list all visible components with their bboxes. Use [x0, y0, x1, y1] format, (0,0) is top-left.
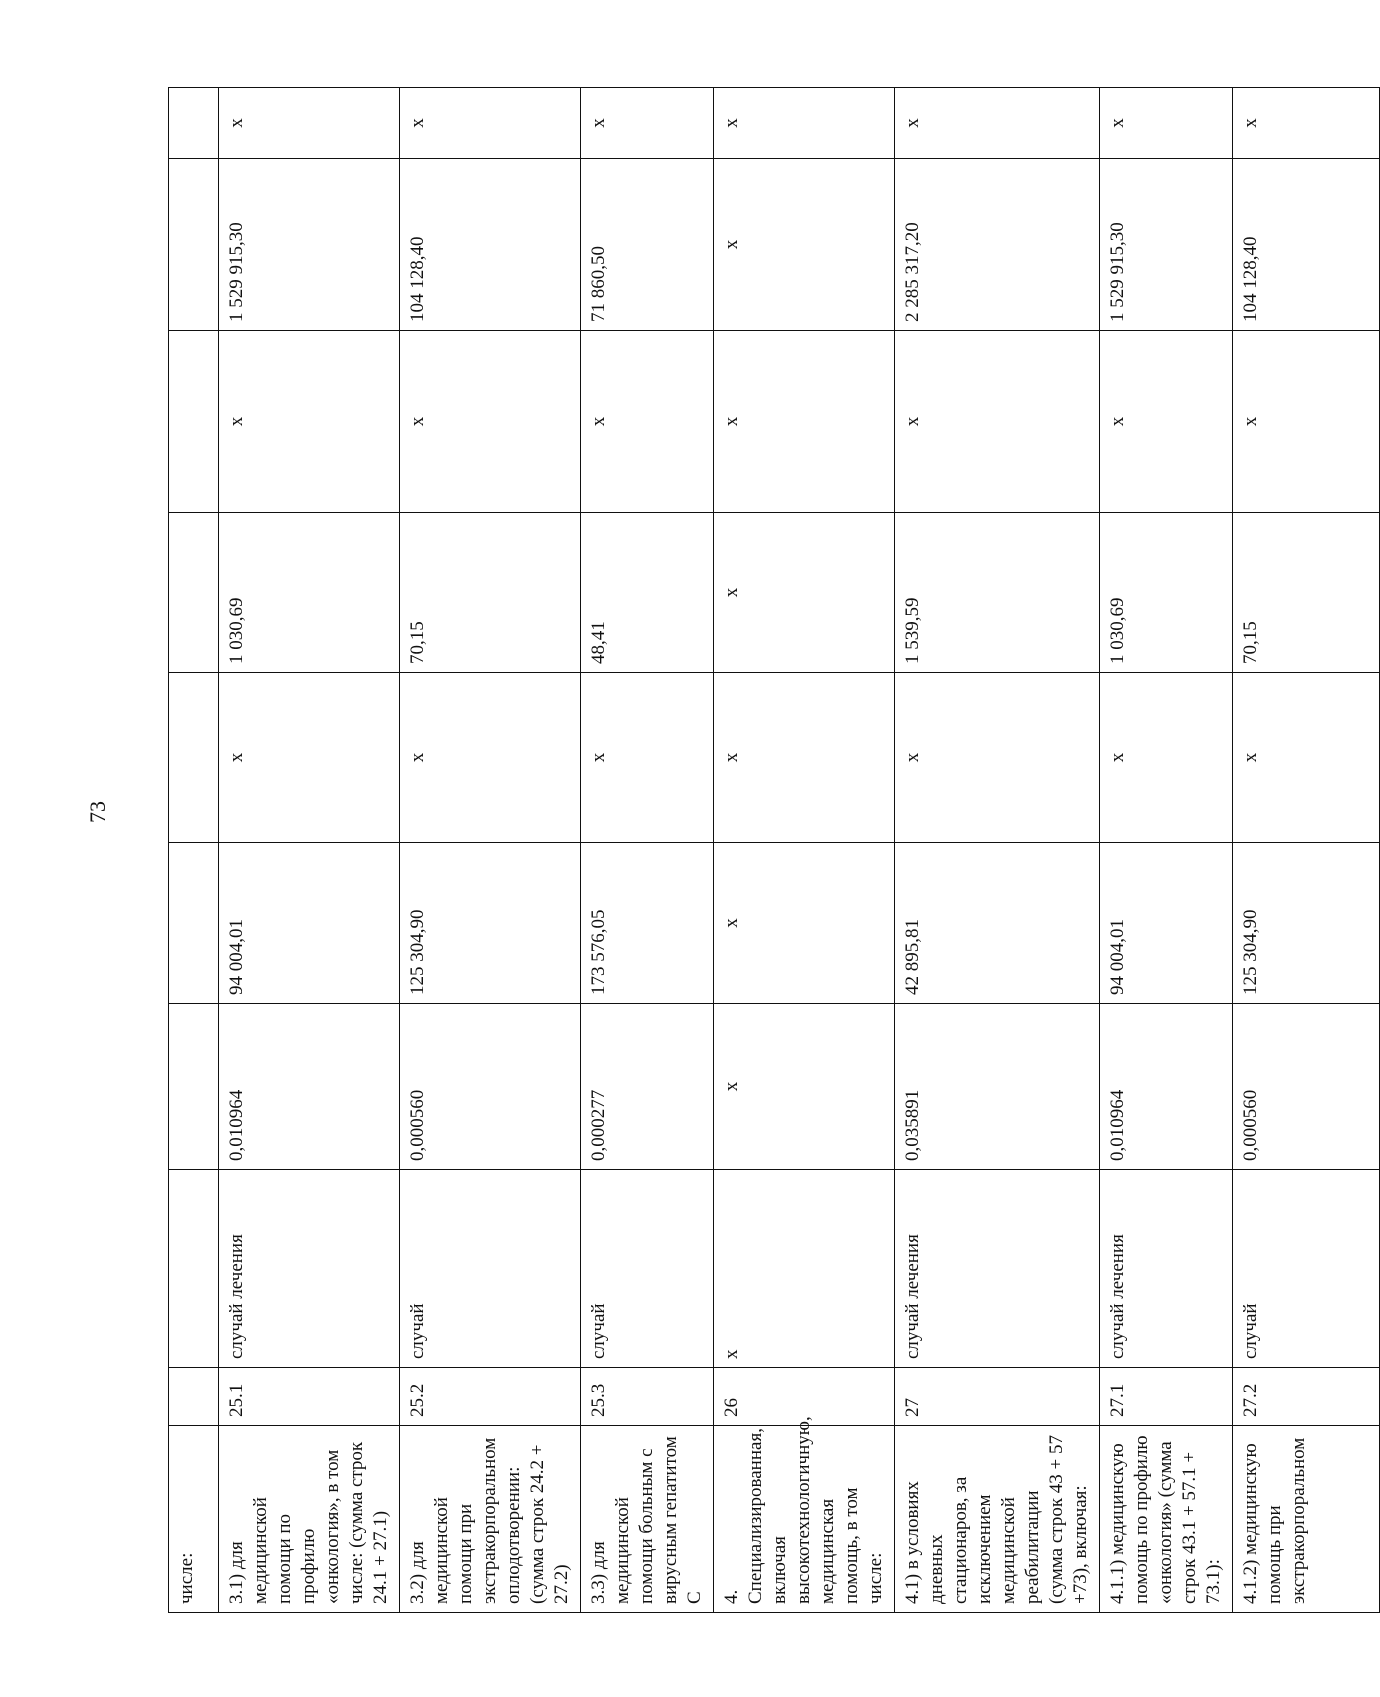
- unit-cell: случай: [400, 1170, 581, 1368]
- cost-cell: [169, 843, 219, 1004]
- volume-cell: х: [714, 1004, 895, 1170]
- table-row: [219, 88, 400, 1613]
- per-capita-cell: 1 539,59: [895, 513, 1100, 673]
- volume-cell: 0,000560: [400, 1004, 581, 1170]
- funding-cell: х: [1100, 673, 1233, 843]
- rotated-table-container: [168, 88, 1309, 1613]
- volume-cell: 0,035891: [895, 1004, 1100, 1170]
- row-number-cell: 27: [895, 1368, 1100, 1426]
- cost-cell: 42 895,81: [895, 843, 1100, 1004]
- cost-cell: х: [714, 843, 895, 1004]
- cost-cell: 173 576,05: [581, 843, 714, 1004]
- row-number-cell: 26: [714, 1368, 895, 1426]
- volume-cell: 0,010964: [219, 1004, 400, 1170]
- unit-cell: случай лечения: [1100, 1170, 1233, 1368]
- per-capita-cell: 70,15: [400, 513, 581, 673]
- budget-total-cell: х: [895, 331, 1100, 513]
- row-number-cell: 25.3: [581, 1368, 714, 1426]
- table-row: [1100, 88, 1233, 1613]
- unit-cell: случай лечения: [219, 1170, 400, 1368]
- unit-cell: [169, 1170, 219, 1368]
- share-cell: х: [895, 88, 1100, 159]
- funding-cell: х: [1233, 673, 1380, 843]
- oms-total-cell: 1 529 915,30: [1100, 159, 1233, 331]
- oms-total-cell: 1 529 915,30: [219, 159, 400, 331]
- oms-total-cell: 71 860,50: [581, 159, 714, 331]
- cost-cell: 94 004,01: [1100, 843, 1233, 1004]
- per-capita-cell: [169, 513, 219, 673]
- budget-total-cell: х: [400, 331, 581, 513]
- cost-cell: 125 304,90: [400, 843, 581, 1004]
- volume-cell: 0,000560: [1233, 1004, 1380, 1170]
- per-capita-cell: 70,15: [1233, 513, 1380, 673]
- row-number-cell: [169, 1368, 219, 1426]
- table-row: [895, 88, 1100, 1613]
- per-capita-cell: х: [714, 513, 895, 673]
- funding-cell: х: [895, 673, 1100, 843]
- data-table: [168, 87, 1380, 1613]
- share-cell: х: [219, 88, 400, 159]
- budget-total-cell: [169, 331, 219, 513]
- oms-total-cell: х: [714, 159, 895, 331]
- unit-cell: случай: [1233, 1170, 1380, 1368]
- row-name-cell: 3.2) для медицинской помощи при экстракорпоральном оплодотворении: (сумма строк 24.2 + 27.2): [400, 1426, 581, 1613]
- volume-cell: 0,000277: [581, 1004, 714, 1170]
- row-name-cell: числе:: [169, 1426, 219, 1613]
- page-number: 73: [85, 801, 110, 823]
- funding-cell: [169, 673, 219, 843]
- share-cell: х: [400, 88, 581, 159]
- row-number-cell: 25.2: [400, 1368, 581, 1426]
- row-name-cell: 4.1) в условиях дневных стационаров, за исключением медицинской реабилитации (сумма строк 43 + 57 +73), включая:: [895, 1426, 1100, 1613]
- table-row: [400, 88, 581, 1613]
- unit-cell: случай лечения: [895, 1170, 1100, 1368]
- row-number-cell: 27.1: [1100, 1368, 1233, 1426]
- funding-cell: х: [400, 673, 581, 843]
- per-capita-cell: 1 030,69: [1100, 513, 1233, 673]
- cost-cell: 125 304,90: [1233, 843, 1380, 1004]
- row-name-cell: 4.1.1) медицинскую помощь по профилю «онкология» (сумма строк 43.1 + 57.1 + 73.1):: [1100, 1426, 1233, 1613]
- per-capita-cell: 48,41: [581, 513, 714, 673]
- unit-cell: х: [714, 1170, 895, 1368]
- budget-total-cell: х: [1233, 331, 1380, 513]
- oms-total-cell: [169, 159, 219, 331]
- volume-cell: [169, 1004, 219, 1170]
- share-cell: х: [1100, 88, 1233, 159]
- share-cell: х: [714, 88, 895, 159]
- row-name-cell: 3.1) для медицинской помощи по профилю «онкология», в том числе: (сумма строк 24.1 + 27.1): [219, 1426, 400, 1613]
- oms-total-cell: 104 128,40: [400, 159, 581, 331]
- table-row: [1233, 88, 1380, 1613]
- volume-cell: 0,010964: [1100, 1004, 1233, 1170]
- cost-cell: 94 004,01: [219, 843, 400, 1004]
- funding-cell: х: [219, 673, 400, 843]
- table-row: [714, 88, 895, 1613]
- budget-total-cell: х: [714, 331, 895, 513]
- row-number-cell: 25.1: [219, 1368, 400, 1426]
- row-name-cell: 4. Специализированная, включая высокотехнологичную, медицинская помощь, в том числе:: [714, 1426, 895, 1613]
- share-cell: х: [581, 88, 714, 159]
- funding-cell: х: [714, 673, 895, 843]
- budget-total-cell: х: [1100, 331, 1233, 513]
- share-cell: [169, 88, 219, 159]
- table-row: [581, 88, 714, 1613]
- row-number-cell: 27.2: [1233, 1368, 1380, 1426]
- oms-total-cell: 2 285 317,20: [895, 159, 1100, 331]
- table-continuation-row: [169, 88, 219, 1613]
- unit-cell: случай: [581, 1170, 714, 1368]
- oms-total-cell: 104 128,40: [1233, 159, 1380, 331]
- share-cell: х: [1233, 88, 1380, 159]
- per-capita-cell: 1 030,69: [219, 513, 400, 673]
- row-name-cell: 4.1.2) медицинскую помощь при экстракорпоральном: [1233, 1426, 1380, 1613]
- budget-total-cell: х: [581, 331, 714, 513]
- row-name-cell: 3.3) для медицинской помощи больным с вирусным гепатитом С: [581, 1426, 714, 1613]
- budget-total-cell: х: [219, 331, 400, 513]
- funding-cell: х: [581, 673, 714, 843]
